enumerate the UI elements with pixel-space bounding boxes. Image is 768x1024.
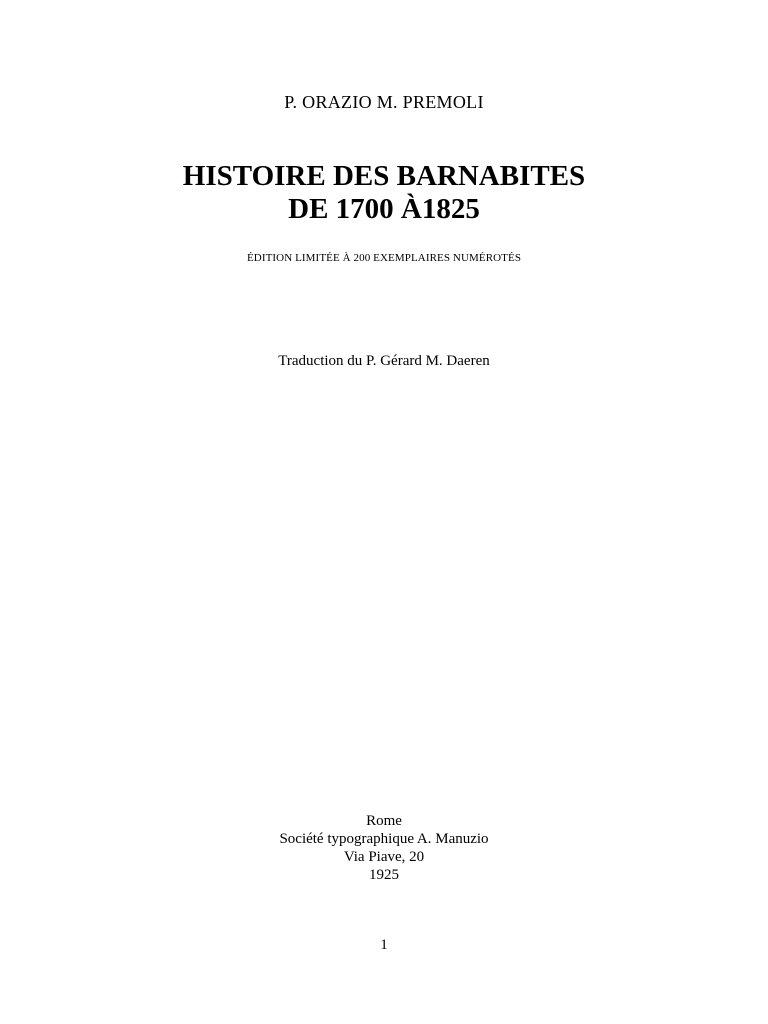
title-line-2: DE 1700 À1825: [288, 193, 480, 225]
publisher-address: Via Piave, 20: [343, 849, 425, 865]
book-title: [0, 160, 768, 226]
translator-credit: Traduction du P. Gérard M. Daeren: [278, 353, 490, 369]
publisher-block: [0, 812, 768, 884]
publisher-name: Société typographique A. Manuzio: [279, 831, 489, 847]
title-line-1: HISTOIRE DES BARNABITES: [182, 160, 586, 192]
author-name: P. ORAZIO M. PREMOLI: [284, 92, 484, 112]
page-number: 1: [380, 937, 388, 953]
edition-note: ÉDITION LIMITÉE À 200 EXEMPLAIRES NUMÉROTÉS: [246, 252, 522, 264]
publisher-city: Rome: [366, 813, 402, 829]
publication-year: 1925: [369, 867, 399, 883]
